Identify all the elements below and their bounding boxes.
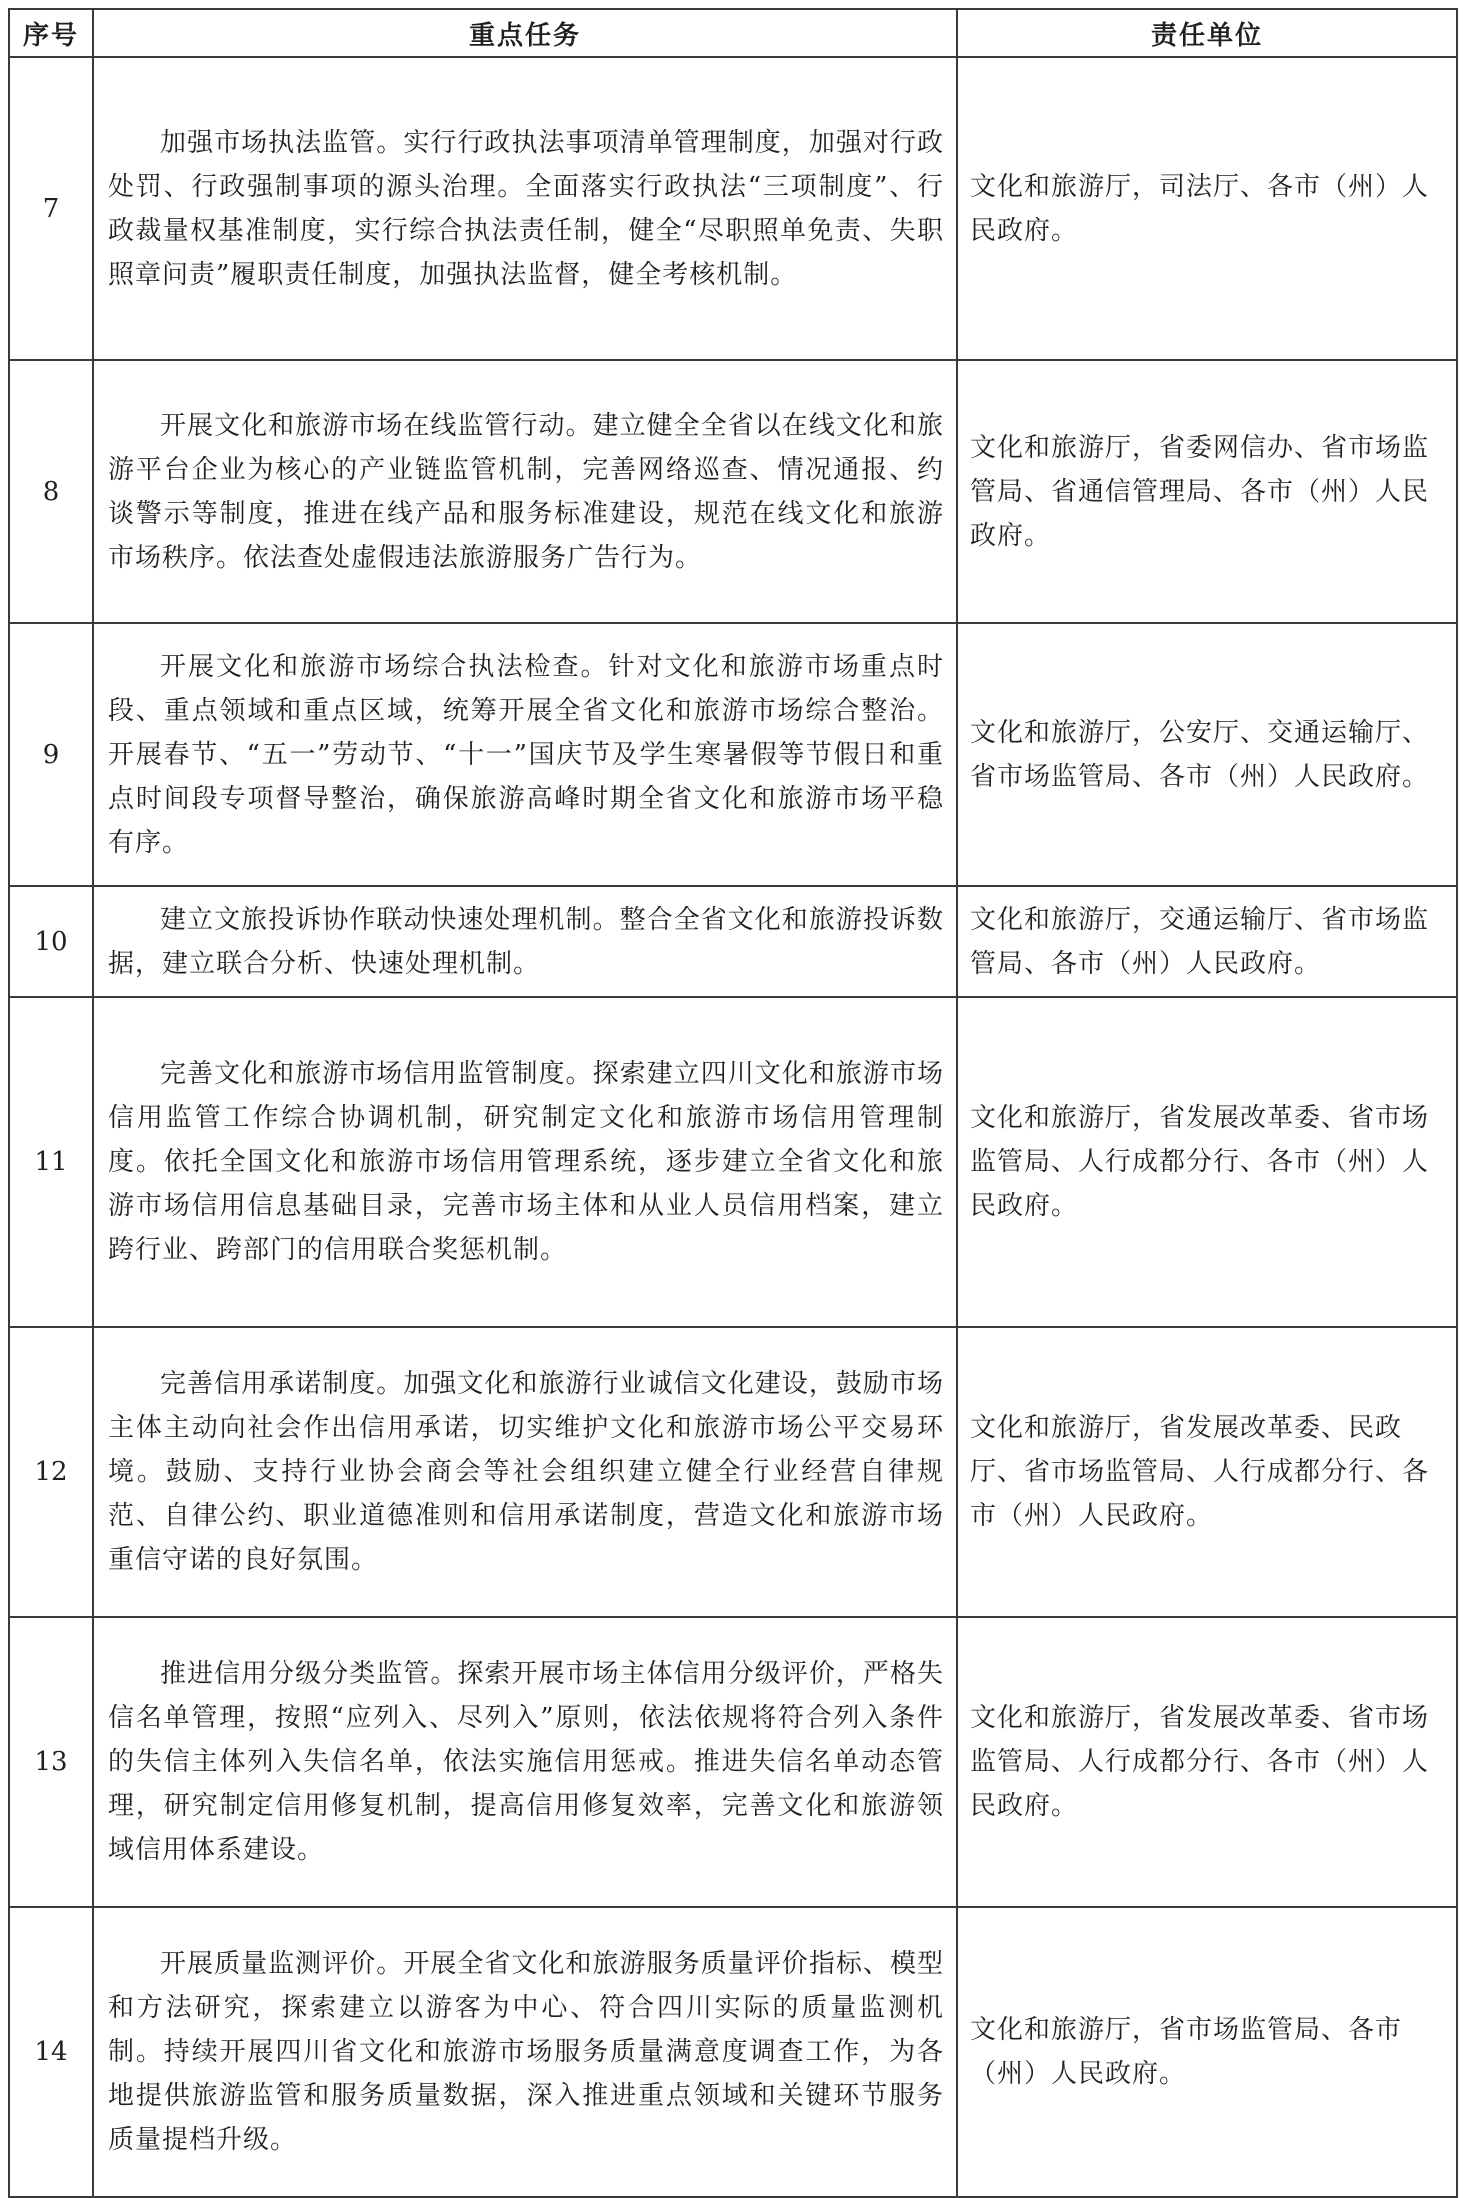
row-task-cell xyxy=(93,360,957,623)
row-unit-text: 文化和旅游厅，公安厅、交通运输厅、省市场监管局、各市（州）人民政府。 xyxy=(970,717,1430,792)
task-table xyxy=(8,8,1458,2198)
row-serial-number: 11 xyxy=(9,997,93,1327)
row-serial-number: 13 xyxy=(9,1617,93,1907)
row-task-cell xyxy=(93,623,957,886)
row-unit-text: 文化和旅游厅，省发展改革委、省市场监管局、人行成都分行、各市（州）人民政府。 xyxy=(970,1703,1430,1821)
row-task-text: 加强市场执法监管。实行行政执法事项清单管理制度，加强对行政处罚、行政强制事项的源头治理。全面落实行政执法“三项制度”、行政裁量权基准制度，实行综合执法责任制，健全“尽职照单免责、失职照章问责”履职责任制度，加强执法监督，健全考核机制。 xyxy=(108,127,944,290)
row-task-cell xyxy=(93,997,957,1327)
row-task-cell xyxy=(93,1617,957,1907)
row-task-cell xyxy=(93,1327,957,1617)
row-unit-cell xyxy=(957,1327,1457,1617)
row-task-text: 开展质量监测评价。开展全省文化和旅游服务质量评价指标、模型和方法研究，探索建立以游客为中心、符合四川实际的质量监测机制。持续开展四川省文化和旅游市场服务质量满意度调查工作，为各地提供旅游监管和服务质量数据，深入推进重点领域和关键环节服务质量提档升级。 xyxy=(108,1949,944,2155)
row-task-cell xyxy=(93,886,957,997)
row-serial-number: 9 xyxy=(9,623,93,886)
table-row xyxy=(9,886,1457,997)
row-unit-text: 文化和旅游厅，省市场监管局、各市（州）人民政府。 xyxy=(970,2015,1403,2089)
row-task-cell xyxy=(93,1907,957,2197)
header-serial-number: 序号 xyxy=(9,9,93,57)
header-responsible-unit: 责任单位 xyxy=(957,9,1457,57)
row-serial-number: 14 xyxy=(9,1907,93,2197)
row-serial-number: 8 xyxy=(9,360,93,623)
row-unit-cell xyxy=(957,623,1457,886)
table-header-row xyxy=(9,9,1457,57)
row-unit-text: 文化和旅游厅，省发展改革委、省市场监管局、人行成都分行、各市（州）人民政府。 xyxy=(970,1103,1430,1221)
row-unit-cell xyxy=(957,1617,1457,1907)
row-serial-number: 12 xyxy=(9,1327,93,1617)
table-row xyxy=(9,1907,1457,2197)
table-row xyxy=(9,360,1457,623)
row-task-cell xyxy=(93,57,957,360)
row-unit-text: 文化和旅游厅，省委网信办、省市场监管局、省通信管理局、各市（州）人民政府。 xyxy=(970,432,1430,551)
row-unit-cell xyxy=(957,997,1457,1327)
row-unit-cell xyxy=(957,360,1457,623)
header-key-task: 重点任务 xyxy=(93,9,957,57)
row-unit-text: 文化和旅游厅，司法厅、各市（州）人民政府。 xyxy=(970,171,1430,246)
row-unit-text: 文化和旅游厅，省发展改革委、民政厅、省市场监管局、人行成都分行、各市（州）人民政府。 xyxy=(970,1413,1430,1531)
row-task-text: 建立文旅投诉协作联动快速处理机制。整合全省文化和旅游投诉数据，建立联合分析、快速处理机制。 xyxy=(108,904,944,979)
row-task-text: 推进信用分级分类监管。探索开展市场主体信用分级评价，严格失信名单管理，按照“应列入、尽列入”原则，依法依规将符合列入条件的失信主体列入失信名单，依法实施信用惩戒。推进失信名单动态管理，研究制定信用修复机制，提高信用修复效率，完善文化和旅游领域信用体系建设。 xyxy=(108,1659,944,1865)
table-row xyxy=(9,57,1457,360)
row-serial-number: 7 xyxy=(9,57,93,360)
table-row xyxy=(9,1327,1457,1617)
table-row xyxy=(9,623,1457,886)
row-task-text: 开展文化和旅游市场在线监管行动。建立健全全省以在线文化和旅游平台企业为核心的产业链监管机制，完善网络巡查、情况通报、约谈警示等制度，推进在线产品和服务标准建设，规范在线文化和旅游市场秩序。依法查处虚假违法旅游服务广告行为。 xyxy=(108,410,944,573)
row-task-text: 完善信用承诺制度。加强文化和旅游行业诚信文化建设，鼓励市场主体主动向社会作出信用承诺，切实维护文化和旅游市场公平交易环境。鼓励、支持行业协会商会等社会组织建立健全行业经营自律规范、自律公约、职业道德准则和信用承诺制度，营造文化和旅游市场重信守诺的良好氛围。 xyxy=(108,1369,944,1575)
row-unit-cell xyxy=(957,1907,1457,2197)
row-task-text: 开展文化和旅游市场综合执法检查。针对文化和旅游市场重点时段、重点领域和重点区域，统筹开展全省文化和旅游市场综合整治。开展春节、“五一”劳动节、“十一”国庆节及学生寒暑假等节假日和重点时间段专项督导整治，确保旅游高峰时期全省文化和旅游市场平稳有序。 xyxy=(108,651,944,858)
table-row xyxy=(9,997,1457,1327)
row-task-text: 完善文化和旅游市场信用监管制度。探索建立四川文化和旅游市场信用监管工作综合协调机制，研究制定文化和旅游市场信用管理制度。依托全国文化和旅游市场信用管理系统，逐步建立全省文化和旅游市场信用信息基础目录，完善市场主体和从业人员信用档案，建立跨行业、跨部门的信用联合奖惩机制。 xyxy=(108,1059,944,1265)
row-serial-number: 10 xyxy=(9,886,93,997)
row-unit-cell xyxy=(957,886,1457,997)
row-unit-text: 文化和旅游厅，交通运输厅、省市场监管局、各市（州）人民政府。 xyxy=(970,904,1430,979)
row-unit-cell xyxy=(957,57,1457,360)
table-row xyxy=(9,1617,1457,1907)
